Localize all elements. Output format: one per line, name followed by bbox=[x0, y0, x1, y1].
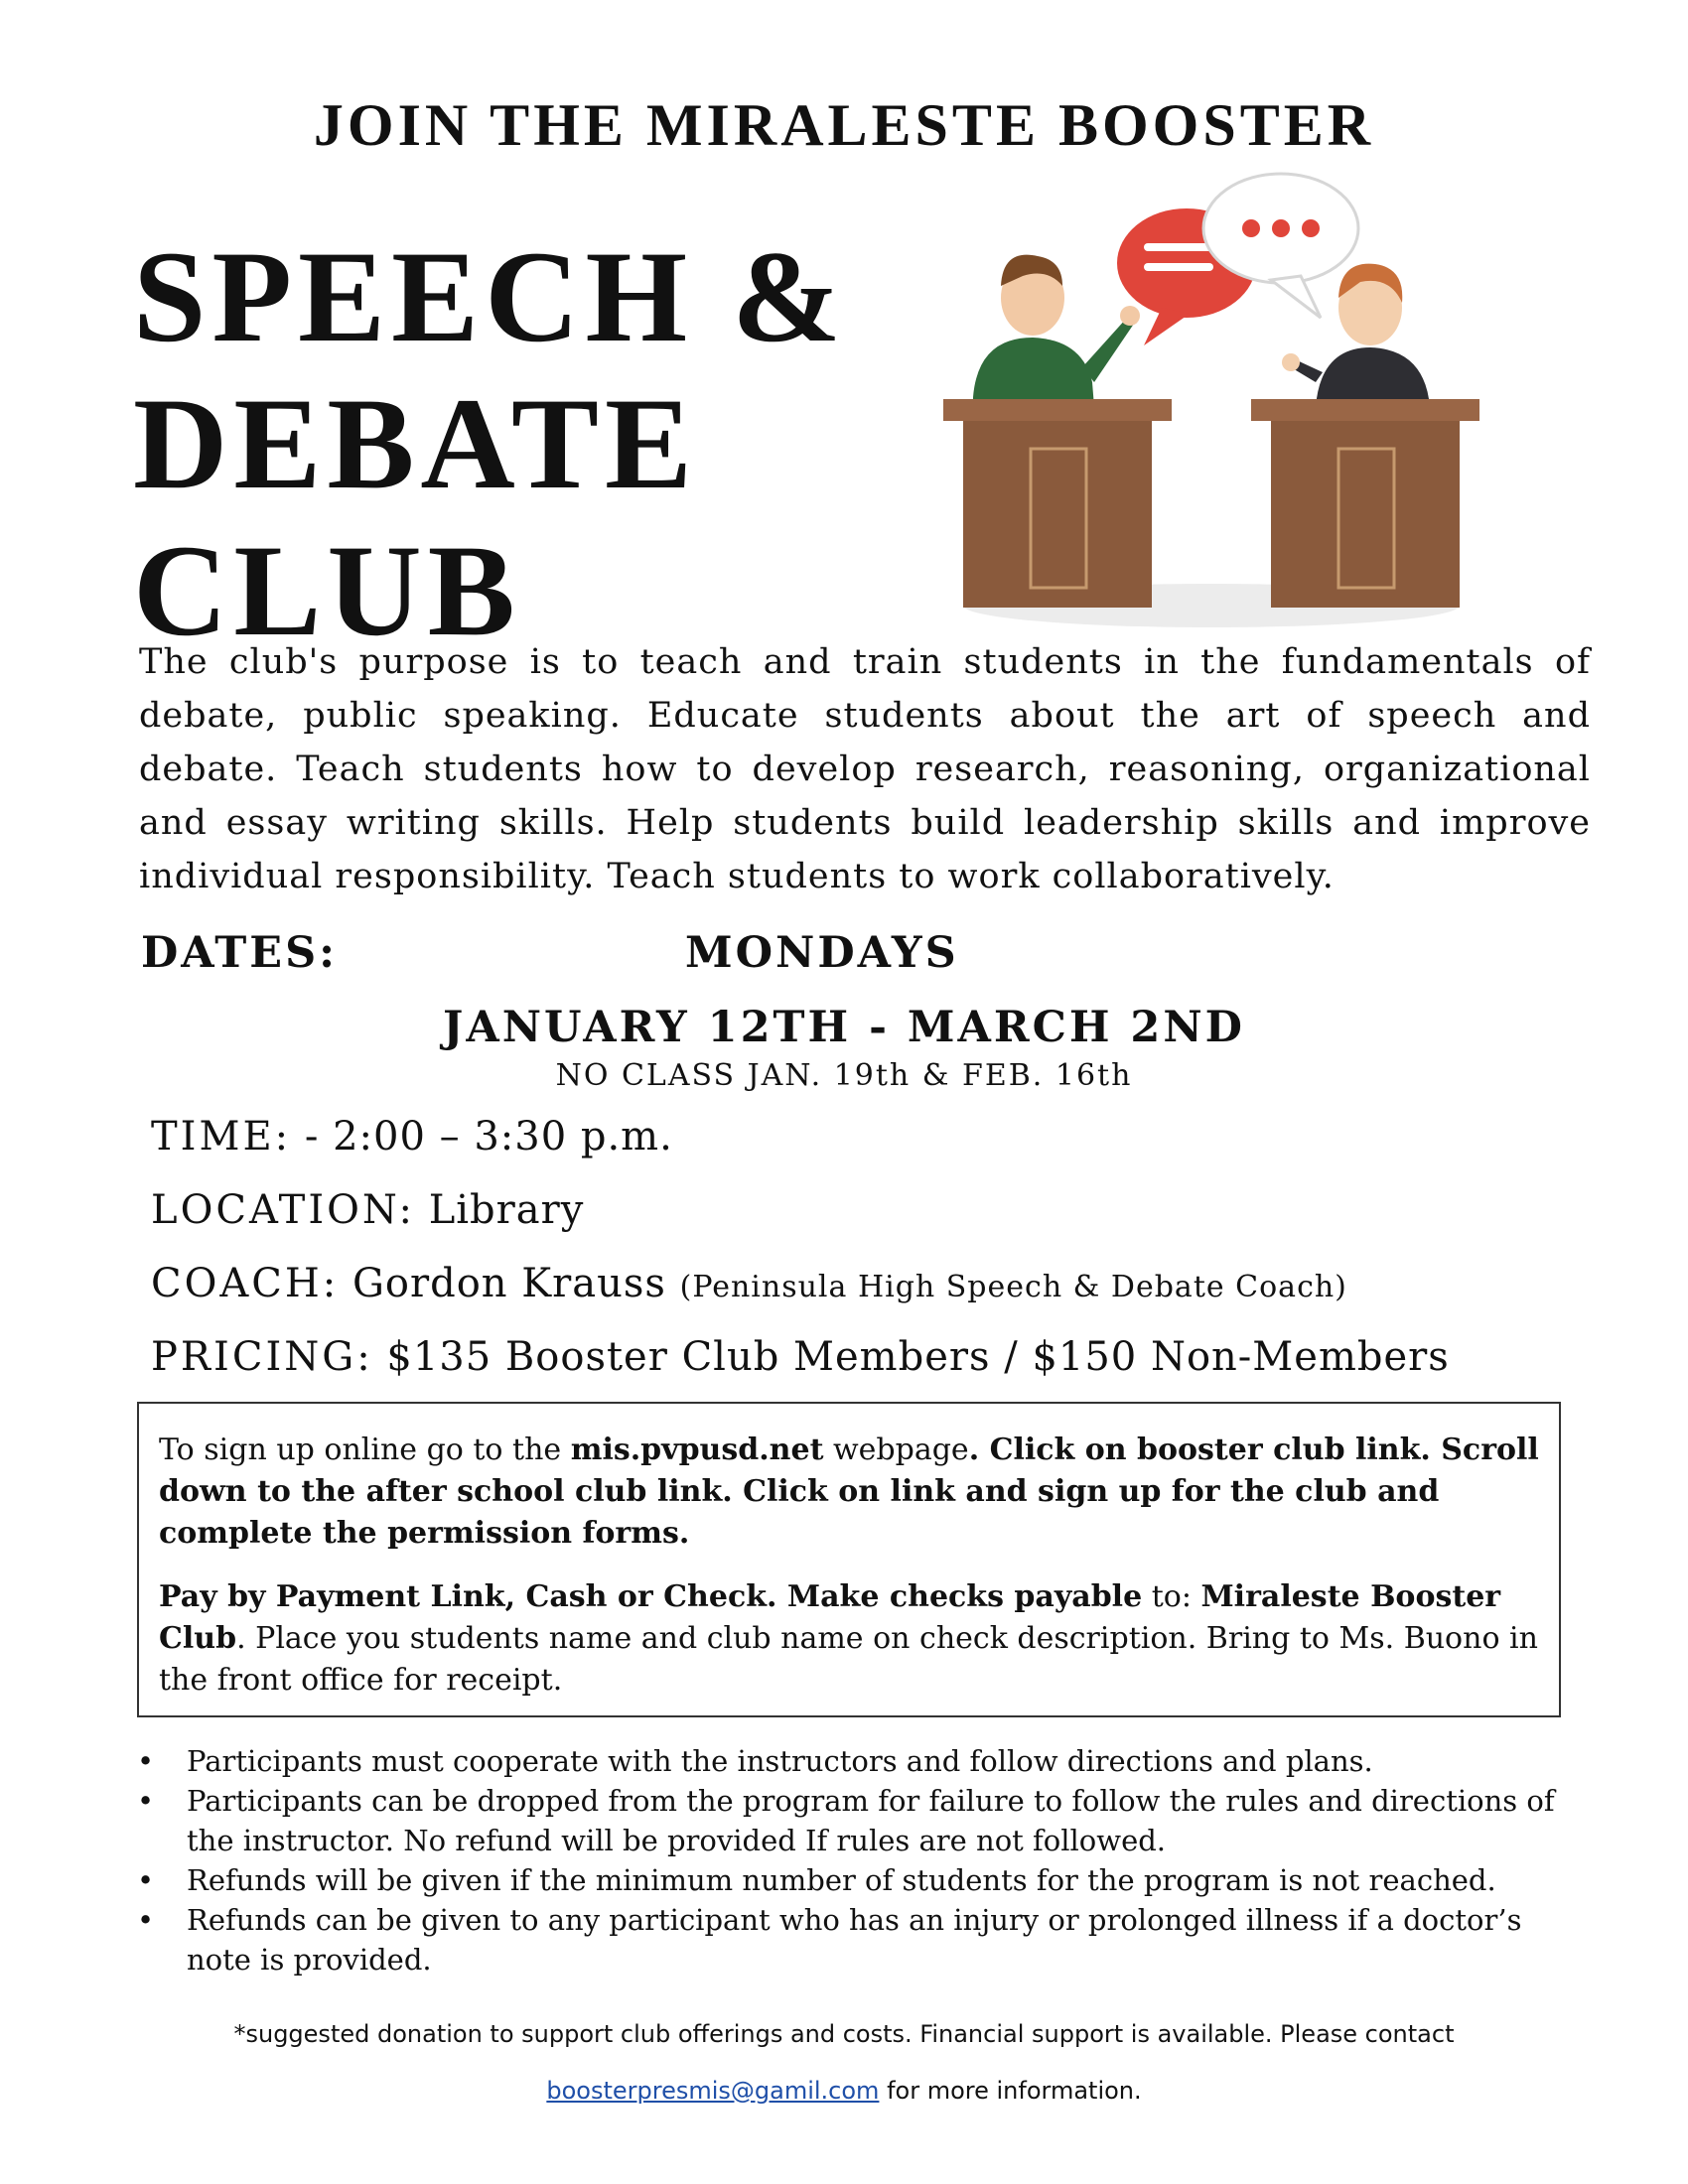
signup-instructions-box bbox=[137, 1402, 1561, 1717]
location-row bbox=[151, 1187, 584, 1233]
top-heading: JOIN THE MIRALESTE BOOSTER bbox=[313, 92, 1375, 158]
coach-label: COACH: bbox=[151, 1261, 340, 1306]
club-purpose-paragraph: The club's purpose is to teach and train students in the fundamentals of debate, public speaking. Educate students about the art of speech and debate. Teach students how to develop research, reasoning, organizational and essay writing skills. Help students build leadership skills and improve individual responsibility. Teach students to work collaboratively. bbox=[139, 642, 1591, 896]
title-line-3: CLUB bbox=[133, 517, 521, 663]
location-label: LOCATION: bbox=[151, 1187, 415, 1233]
coach-note: (Peninsula High Speech & Debate Coach) bbox=[679, 1270, 1347, 1304]
signup-website: mis.pvpusd.net bbox=[570, 1433, 824, 1467]
contact-email-link[interactable]: boosterpresmis@gamil.com bbox=[546, 2077, 880, 2105]
debate-podiums-icon bbox=[923, 169, 1479, 635]
list-item bbox=[137, 1900, 1567, 1979]
main-title bbox=[133, 223, 847, 664]
pricing-value: $135 Booster Club Members / $150 Non-Members bbox=[372, 1334, 1450, 1380]
bullet-icon: • bbox=[137, 1903, 155, 1937]
coach-value: Gordon Krauss bbox=[339, 1261, 680, 1306]
payment-methods: Pay by Payment Link, Cash or Check. Make checks payable bbox=[159, 1579, 1143, 1614]
bullet-icon: • bbox=[137, 1863, 155, 1897]
payment-paragraph bbox=[159, 1576, 1539, 1702]
payment-to: to: bbox=[1142, 1579, 1201, 1614]
title-line-2: DEBATE bbox=[133, 370, 699, 516]
pricing-label: PRICING: bbox=[151, 1334, 373, 1380]
signup-paragraph bbox=[159, 1430, 1539, 1555]
list-item bbox=[137, 1781, 1567, 1860]
time-label: TIME: bbox=[151, 1114, 292, 1160]
left-speaker-icon bbox=[973, 255, 1140, 407]
left-podium-icon bbox=[943, 399, 1172, 608]
time-value: - 2:00 – 3:30 p.m. bbox=[291, 1114, 673, 1160]
donation-note: *suggested donation to support club offerings and costs. Financial support is available. Please contact bbox=[233, 2020, 1455, 2048]
no-class-note: NO CLASS JAN. 19th & FEB. 16th bbox=[555, 1058, 1133, 1093]
contact-trailing-text: for more information. bbox=[879, 2077, 1142, 2105]
rule-text: Refunds will be given if the minimum number of students for the program is not reached. bbox=[187, 1863, 1496, 1897]
contact-line bbox=[0, 2077, 1688, 2105]
payment-payee: Miraleste Booster Club bbox=[159, 1579, 1501, 1656]
rule-text: Participants can be dropped from the program for failure to follow the rules and directions of the instructor. No refund will be provided If rules are not followed. bbox=[187, 1784, 1555, 1857]
signup-text-a: To sign up online go to the bbox=[159, 1433, 571, 1467]
dates-days: MONDAYS bbox=[685, 928, 959, 978]
right-podium-icon bbox=[1251, 399, 1479, 608]
rules-list bbox=[137, 1741, 1567, 1979]
list-item bbox=[137, 1741, 1567, 1781]
dates-label: DATES: bbox=[141, 928, 338, 978]
signup-text-b: webpage bbox=[823, 1433, 969, 1467]
list-item bbox=[137, 1860, 1567, 1900]
time-row bbox=[151, 1114, 673, 1160]
bullet-icon: • bbox=[137, 1784, 155, 1818]
bullet-icon: • bbox=[137, 1744, 155, 1778]
rule-text: Participants must cooperate with the instructors and follow directions and plans. bbox=[187, 1744, 1373, 1778]
rule-text: Refunds can be given to any participant who has an injury or prolonged illness if a doctor’s note is provided. bbox=[187, 1903, 1522, 1977]
location-value: Library bbox=[414, 1187, 585, 1233]
signup-steps: . Click on booster club link. Scroll down to the after school club link. Click on link and sign up for the club and complete the permission forms. bbox=[159, 1433, 1539, 1551]
coach-row bbox=[151, 1261, 1347, 1306]
dates-range: JANUARY 12TH - MARCH 2ND bbox=[443, 1003, 1245, 1052]
payment-instructions: . Place you students name and club name on check description. Bring to Ms. Buono in the front office for receipt. bbox=[159, 1621, 1538, 1698]
title-line-1: SPEECH & bbox=[133, 223, 848, 369]
pricing-row bbox=[151, 1334, 1450, 1380]
